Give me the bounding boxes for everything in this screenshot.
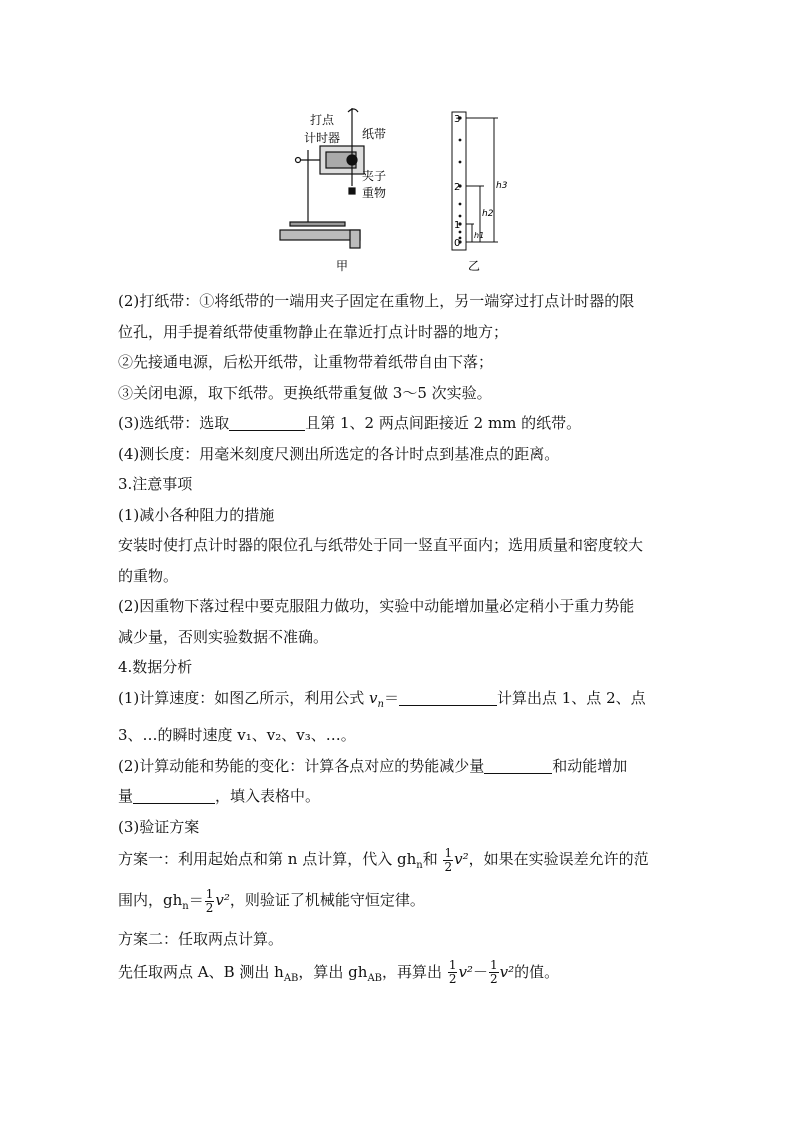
- paragraph-energy-b: [118, 781, 678, 812]
- sub-n: n: [377, 698, 384, 710]
- tick-2: 2: [454, 182, 461, 193]
- frac-den: 2: [448, 972, 457, 986]
- paragraph-measure: (4)测长度：用毫米刻度尺测出所选定的各计时点到基准点的距离。: [118, 444, 560, 463]
- tick-0: 0: [454, 238, 461, 249]
- frac-den: 2: [444, 859, 453, 874]
- var-v-squared: v²: [458, 962, 473, 981]
- paragraph-tape-1b: 位孔，用手提着纸带使重物静止在靠近打点计时器的地方；: [118, 322, 509, 341]
- paragraph-select-tape: [118, 408, 678, 439]
- label-weight: 重物: [362, 186, 387, 200]
- section-heading-3: 3.注意事项: [118, 475, 193, 493]
- paragraph-error-b: 减少量，否则实验数据不准确。: [118, 627, 329, 646]
- sub-n: n: [416, 860, 423, 871]
- label-h2: h2: [482, 209, 494, 219]
- caption-yi: 乙: [468, 259, 481, 273]
- sub-ab: AB: [283, 972, 299, 984]
- text-fragment: 量: [118, 787, 134, 805]
- paragraph-tape-2: ②先接通电源，后松开纸带，让重物带着纸带自由下落；: [118, 353, 494, 371]
- var-v-squared: v²: [499, 962, 515, 981]
- paragraph-velocity: [118, 683, 678, 721]
- frac-num: 1: [205, 886, 214, 901]
- paragraph-plan-2b: [118, 955, 678, 996]
- text-fragment: ，再算出: [382, 962, 443, 981]
- text-fragment: ，如果在实验误差允许的范: [468, 850, 649, 868]
- tick-3: 3: [454, 114, 461, 125]
- apparatus-diagram: [270, 104, 530, 276]
- section-heading-4: 4.数据分析: [118, 658, 193, 676]
- fraction-half: [205, 888, 215, 915]
- fraction-half: [489, 959, 499, 986]
- text-fragment: 方案一：利用起始点和第 n 点计算，代入 gh: [118, 850, 417, 868]
- frac-num: 1: [489, 958, 498, 972]
- tick-1: 1: [454, 220, 461, 231]
- fill-blank: [484, 755, 552, 774]
- paragraph-energy: [118, 751, 678, 782]
- frac-num: 1: [448, 958, 457, 972]
- paragraph-install-a: 安装时使打点计时器的限位孔与纸带处于同一竖直平面内；选用质量和密度较大: [118, 536, 644, 554]
- frac-den: 2: [489, 972, 498, 986]
- text-fragment: ，算出 gh: [298, 962, 368, 981]
- text-fragment: 和动能增加: [552, 756, 628, 775]
- caption-jia: 甲: [336, 259, 349, 273]
- text-fragment: 且第 1、2 两点间距接近 2 mm 的纸带。: [305, 414, 582, 432]
- fraction-half: [443, 847, 453, 874]
- text-fragment: 围内，gh: [118, 891, 183, 909]
- paragraph-tape-3: ③关闭电源，取下纸带。更换纸带重复做 3～5 次实验。: [118, 383, 492, 402]
- text-fragment: ，则验证了机械能守恒定律。: [229, 891, 425, 909]
- fill-blank: [229, 412, 305, 431]
- paragraph-error-a: (2)因重物下落过程中要克服阻力做功，实验中动能增加量必定稍小于重力势能: [118, 597, 635, 615]
- label-clip: 夹子: [362, 169, 387, 183]
- fraction-half: [448, 959, 458, 986]
- var-v-squared: v²: [215, 891, 230, 909]
- label-timer-2: 计时器: [304, 131, 341, 145]
- sub-ab: AB: [367, 972, 383, 984]
- fill-blank: [133, 785, 215, 804]
- sub-n: n: [182, 901, 189, 912]
- paragraph-tape-1a: (2)打纸带：①将纸带的一端用夹子固定在重物上，另一端穿过打点计时器的限: [118, 292, 635, 310]
- text-fragment: (1)计算速度：如图乙所示，利用公式: [118, 688, 365, 707]
- text-fragment: 计算出点 1、点 2、点: [496, 688, 646, 707]
- label-tape: 纸带: [362, 127, 387, 141]
- paragraph-velocity-b: 3、…的瞬时速度 v₁、v₂、v₃、…。: [118, 726, 356, 744]
- paragraph-reduce-resistance: (1)减小各种阻力的措施: [118, 505, 275, 524]
- equals-sign: ＝: [383, 688, 399, 707]
- label-timer-1: 打点: [310, 113, 335, 127]
- equals-sign: ＝: [188, 891, 204, 909]
- text-fragment: 先任取两点 A、B 测出 h: [118, 962, 284, 981]
- text-fragment: 的值。: [514, 962, 560, 981]
- label-h1: h1: [474, 231, 485, 240]
- experiment-figure: [270, 104, 530, 276]
- paragraph-plan-1b: [118, 883, 678, 924]
- text-fragment: 和: [422, 850, 438, 868]
- text-fragment: ，填入表格中。: [215, 787, 321, 805]
- paragraph-install-b: 的重物。: [118, 566, 179, 585]
- var-v-squared: v²: [454, 850, 469, 868]
- paragraph-verify: (3)验证方案: [118, 817, 200, 836]
- paragraph-plan-1: [118, 842, 678, 883]
- minus-sign: －: [472, 962, 488, 981]
- text-fragment: (2)计算动能和势能的变化：计算各点对应的势能减少量: [118, 756, 485, 775]
- fill-blank: [399, 687, 497, 706]
- label-h3: h3: [496, 181, 508, 191]
- stand-apparatus: [280, 108, 364, 248]
- text-fragment: (3)选纸带：选取: [118, 414, 230, 432]
- var-v: v: [369, 688, 378, 707]
- frac-den: 2: [205, 900, 214, 915]
- frac-num: 1: [444, 845, 453, 860]
- document-body: [118, 286, 678, 996]
- paragraph-plan-2: 方案二：任取两点计算。: [118, 930, 284, 948]
